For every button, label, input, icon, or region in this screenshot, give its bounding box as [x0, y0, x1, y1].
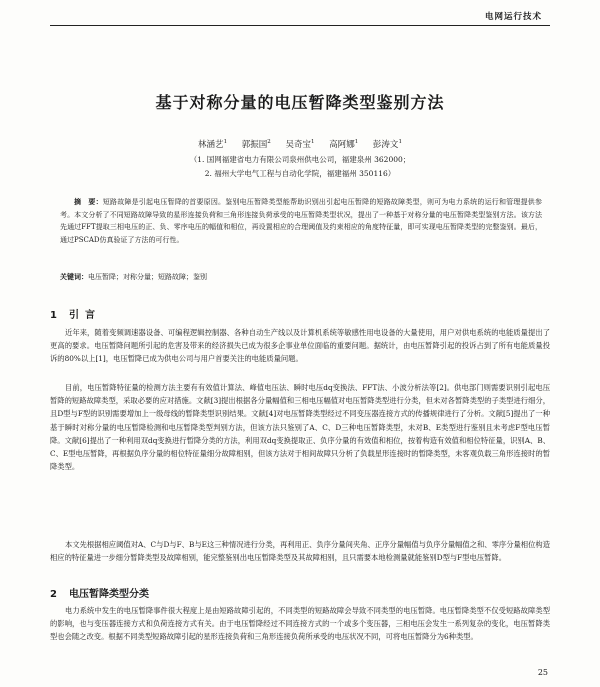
body-paragraph: 本文先根据相应阈值对A、C与D与F、B与E这三种情况进行分类，再利用正、负序分量间夹角、正序分量幅值与负序分量幅值之和、零序分量相位构造相应的特征量进一步细分暂降类型及故障相别，能完整鉴别出电压暂降类型及其故障相别，且只需要本地检测量就能鉴别D型与F型电压暂降。: [50, 540, 550, 563]
page-number: 25: [537, 668, 548, 677]
section-heading: 1 引言: [50, 310, 101, 321]
body-paragraph: 目前，电压暂降特征量的检测方法主要有有效值计算法、峰值电压法、瞬时电压dq变换法、FFT法、小波分析法等[2]。供电部门则需要识别引起电压暂降的短路故障类型，采取必要的应对措施。文献[3]提出根据各分量幅值和三相电压幅值对电压暂降类型进行分类，但未对各暂降类型的子类型进行细分，且D型与F型的识别需要增加上一级母线的暂降类型识别结果。文献[4]对电压暂降类型经过不同变压器连接方式的传播规律进行了分析。文献[5]提出了一种基于瞬时对称分量的电压暂降检测和电压暂降类型判别方法，但该方法只鉴别了A、C、D三种电压暂降类型，未对B、E类型进行鉴别且未考虑F型电压暂降。文献[6]提出了一种利用双dq变换进行暂降分类的方法，利用双dq变换提取正、负序分量的有效值和相位，按着构造有效值和相位特征量，识别A、B、C、E型电压暂降，再根据负序分量的相位特征量细分故障相别，但该方法对于相间故障只分析了负载星形连接时的暂降类型，未客观负载三角形连接时的暂降类型。: [50, 383, 550, 472]
body-paragraph: 电力系统中发生的电压暂降事件很大程度上是由短路故障引起的，不同类型的短路故障会导致不同类型的电压暂降。电压暂降类型不仅受短路故障类型的影响，也与变压器连接方式和负荷连接方式有关。由于电压暂降经过不同连接方式的一个或多个变压器，三相电压会发生一系列复杂的变化，电压暂降类型也会随之改变。根据不同类型短路故障引起的星形连接负荷和三角形连接负荷所承受的电压状况不同，可将电压暂降分为6种类型。: [50, 606, 550, 642]
keywords: [60, 272, 542, 282]
abstract-text: 短路故障是引起电压暂降的首要原因。鉴别电压暂降类型能帮助识别出引起电压暂降的短路故障类型，则可为电力系统的运行和管理提供参考。本文分析了不同短路故障导致的星形连接负荷和三角形连接负荷承受的电压暂降类型状况，提出了一种基于对称分量的电压暂降类型鉴别方法。该方法先通过FFT提取三相电压的正、负、零序电压的幅值和相位，再设置相应的合理阈值及约束相应的角度特征量，即可实现电压暂降类型的完整鉴别。最后，通过PSCAD仿真验证了方法的可行性。: [60, 198, 542, 244]
abstract-label: 摘 要：: [74, 198, 103, 206]
paper-title: 基于对称分量的电压暂降类型鉴别方法: [155, 93, 445, 112]
keywords-label: 关键词：: [60, 273, 88, 281]
journal-section-header: 电网运行技术: [484, 12, 542, 22]
author-list: [0, 138, 600, 150]
author: 彭涛文$^1$: [372, 139, 402, 150]
author: 郭振国$^2$: [241, 139, 271, 150]
keywords-text: 电压暂降；对称分量；短路故障；鉴别: [88, 273, 207, 281]
author: 高阿娜$^1$: [329, 139, 359, 150]
author: 吴奇宝$^1$: [285, 139, 315, 150]
affiliation-line: 2. 福州大学电气工程与自动化学院，福建福州 350116）: [204, 169, 396, 178]
header-rule: [50, 25, 550, 26]
body-paragraph: 近年来，随着变频调速器设备、可编程逻辑控制器、各种自动生产线以及计算机系统等敏感性用电设备的大量使用，用户对供电系统的电能质量提出了更高的要求。电压暂降问题所引起的危害及带来的经济损失已成为很多企事业单位面临的重要问题。据统计，由电压暂降引起的投诉占到了所有电能质量投诉的80%以上[1]，电压暂降已成为供电公司与用户首要关注的电能质量问题。: [50, 328, 550, 364]
section-heading: 2 电压暂降类型分类: [50, 589, 149, 600]
author: 林涵艺$^1$: [198, 139, 228, 150]
abstract: [60, 196, 542, 246]
affiliation-line: （1. 国网福建省电力有限公司泉州供电公司，福建泉州 362000；: [189, 155, 411, 164]
